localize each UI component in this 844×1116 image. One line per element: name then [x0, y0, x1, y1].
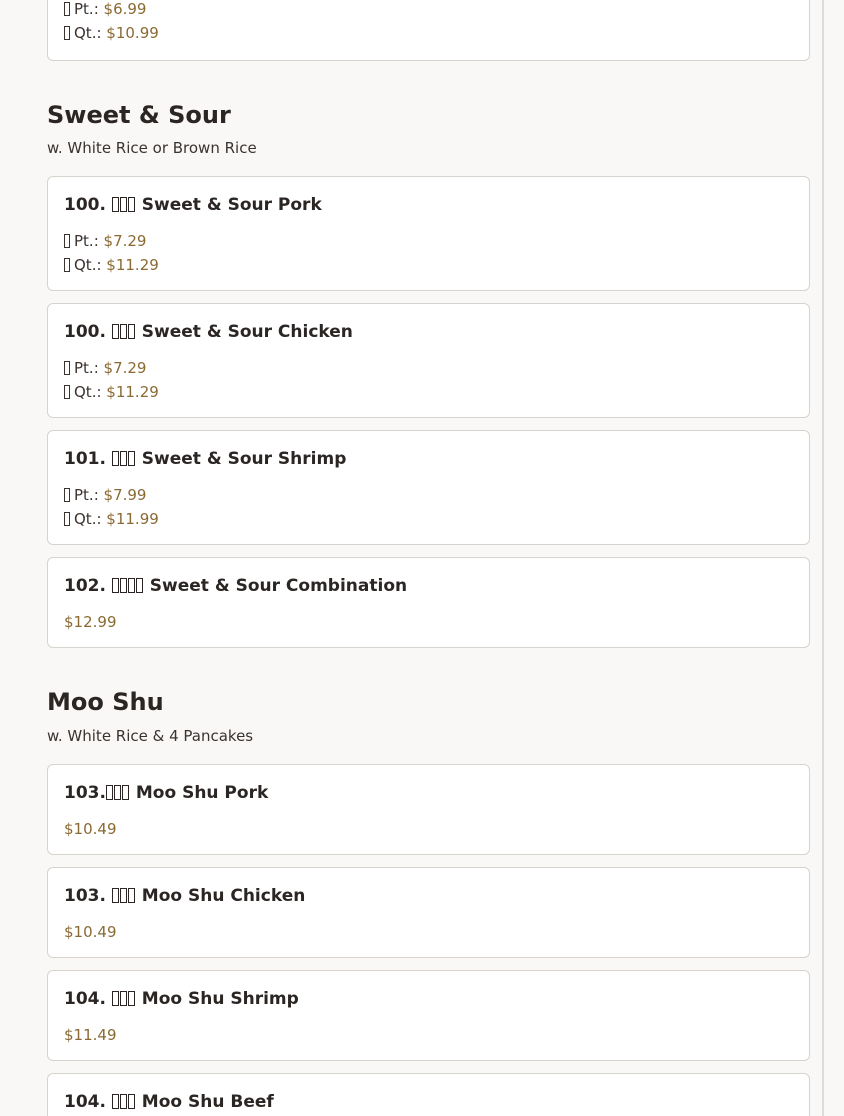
placeholder-glyph-icon — [64, 2, 70, 16]
menu-item-name — [64, 1092, 793, 1112]
section-subtitle-sweet-sour: w. White Rice or Brown Rice — [47, 139, 257, 157]
cjk-glyph-icon — [120, 197, 127, 212]
price-value: $12.99 — [64, 613, 117, 631]
menu-item-name — [64, 576, 793, 596]
pint-label: Pt.: — [74, 0, 99, 18]
item-price — [64, 1023, 793, 1047]
quart-price: $11.99 — [106, 510, 159, 528]
cjk-glyph-icon — [106, 785, 113, 800]
item-number: 100. — [64, 195, 106, 215]
placeholder-glyph-icon — [64, 26, 70, 40]
item-number: 103. — [64, 886, 106, 906]
quart-price: $11.29 — [106, 383, 159, 401]
quart-label: Qt.: — [74, 510, 102, 528]
section-title-moo-shu: Moo Shu — [47, 688, 164, 716]
cjk-glyph-icon — [128, 1094, 135, 1109]
placeholder-glyph-icon — [64, 361, 70, 375]
scrollbar-track[interactable] — [822, 0, 824, 1116]
cjk-glyph-icon — [112, 1094, 119, 1109]
item-title: Sweet & Sour Combination — [149, 576, 408, 596]
cjk-glyph-icon — [128, 888, 135, 903]
quart-price: $11.29 — [106, 256, 159, 274]
cjk-glyph-icon — [120, 991, 127, 1006]
item-title: Sweet & Sour Chicken — [141, 322, 353, 342]
pint-price: $7.99 — [103, 486, 147, 504]
cjk-glyph-icon — [128, 451, 135, 466]
cjk-glyph-icon — [112, 888, 119, 903]
menu-item-name — [64, 886, 793, 906]
menu-item-card[interactable] — [47, 867, 810, 958]
menu-item-card[interactable] — [47, 303, 810, 418]
quart-price-row — [64, 253, 793, 277]
item-title: Sweet & Sour Shrimp — [141, 449, 347, 469]
quart-price: $10.99 — [106, 24, 159, 42]
menu-item-card[interactable] — [47, 430, 810, 545]
cjk-glyph-icon — [112, 324, 119, 339]
item-title: Moo Shu Pork — [135, 783, 269, 803]
quart-label: Qt.: — [74, 256, 102, 274]
pint-label: Pt.: — [74, 232, 99, 250]
placeholder-glyph-icon — [64, 234, 70, 248]
cjk-glyph-icon — [112, 991, 119, 1006]
item-number: 103. — [64, 783, 106, 803]
item-price — [64, 817, 793, 841]
pint-price-row — [64, 0, 793, 21]
item-number: 100. — [64, 322, 106, 342]
quart-price-row — [64, 507, 793, 531]
placeholder-glyph-icon — [64, 258, 70, 272]
cjk-glyph-icon — [128, 991, 135, 1006]
cjk-glyph-icon — [128, 578, 135, 593]
item-title: Moo Shu Beef — [141, 1092, 274, 1112]
quart-price-row — [64, 21, 793, 45]
menu-item-card[interactable] — [47, 0, 810, 61]
cjk-glyph-icon — [120, 1094, 127, 1109]
price-value: $11.49 — [64, 1026, 117, 1044]
cjk-glyph-icon — [112, 451, 119, 466]
menu-item-name — [64, 195, 793, 215]
item-number: 102. — [64, 576, 106, 596]
cjk-glyph-icon — [128, 324, 135, 339]
menu-item-card[interactable] — [47, 1073, 810, 1116]
cjk-glyph-icon — [120, 888, 127, 903]
item-price — [64, 610, 793, 634]
section-title-sweet-sour: Sweet & Sour — [47, 101, 231, 129]
cjk-glyph-icon — [112, 197, 119, 212]
item-number: 104. — [64, 989, 106, 1009]
cjk-glyph-icon — [112, 578, 119, 593]
item-price — [64, 920, 793, 944]
price-value: $10.49 — [64, 923, 117, 941]
cjk-glyph-icon — [114, 785, 121, 800]
quart-label: Qt.: — [74, 383, 102, 401]
cjk-glyph-icon — [120, 451, 127, 466]
price-value: $10.49 — [64, 820, 117, 838]
quart-label: Qt.: — [74, 24, 102, 42]
cjk-glyph-icon — [120, 578, 127, 593]
cjk-glyph-icon — [120, 324, 127, 339]
pint-price: $6.99 — [103, 0, 147, 18]
menu-item-name — [64, 783, 793, 803]
quart-price-row — [64, 380, 793, 404]
pint-price-row — [64, 229, 793, 253]
menu-item-card[interactable] — [47, 970, 810, 1061]
placeholder-glyph-icon — [64, 385, 70, 399]
menu-item-name — [64, 322, 793, 342]
item-title: Moo Shu Shrimp — [141, 989, 299, 1009]
menu-item-card[interactable] — [47, 557, 810, 648]
pint-label: Pt.: — [74, 359, 99, 377]
section-subtitle-moo-shu: w. White Rice & 4 Pancakes — [47, 727, 254, 745]
menu-item-card[interactable] — [47, 176, 810, 291]
item-title: Sweet & Sour Pork — [141, 195, 322, 215]
cjk-glyph-icon — [128, 197, 135, 212]
item-number: 104. — [64, 1092, 106, 1112]
pint-price: $7.29 — [103, 359, 147, 377]
pint-price-row — [64, 483, 793, 507]
item-title: Moo Shu Chicken — [141, 886, 306, 906]
pint-price: $7.29 — [103, 232, 147, 250]
placeholder-glyph-icon — [64, 488, 70, 502]
placeholder-glyph-icon — [64, 512, 70, 526]
pint-price-row — [64, 356, 793, 380]
menu-item-name — [64, 449, 793, 469]
menu-item-name — [64, 989, 793, 1009]
cjk-glyph-icon — [136, 578, 143, 593]
cjk-glyph-icon — [122, 785, 129, 800]
pint-label: Pt.: — [74, 486, 99, 504]
item-number: 101. — [64, 449, 106, 469]
menu-item-card[interactable] — [47, 764, 810, 855]
